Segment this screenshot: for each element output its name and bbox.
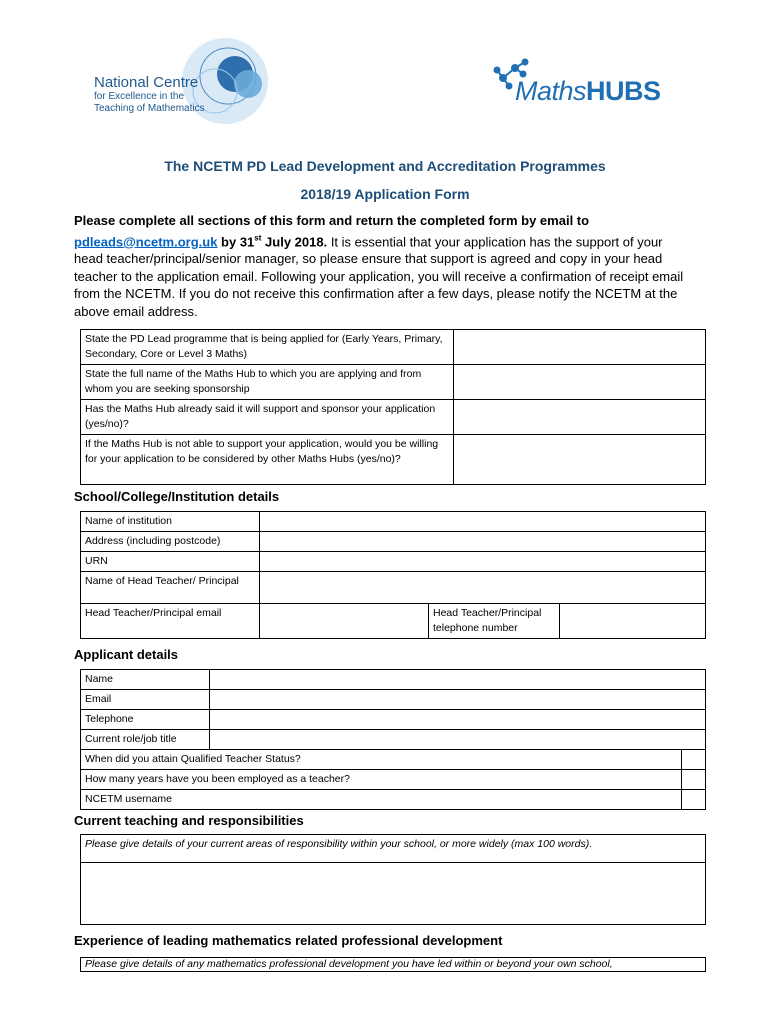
role-label: Current role/job title: [81, 730, 210, 750]
intro-body: It is essential that your application has the support of your head teacher/principal/senior manager, so please ensure that support is agreed and copy in your head teacher to the application email. Following your application, you will receive a confirmation of receipt email from the NCETM. If you do not receive this confirmation after a few days, please notify the NCETM at the above email address.: [74, 233, 684, 319]
deadline-post: July 2018.: [261, 233, 328, 249]
teaching-table: [80, 834, 706, 925]
name-input[interactable]: [210, 670, 706, 690]
qts-input[interactable]: [682, 750, 706, 770]
telephone-label: Telephone: [81, 710, 210, 730]
name-label: Name: [81, 670, 210, 690]
maths-word: Maths: [515, 76, 587, 106]
school-heading: School/College/Institution details: [74, 489, 280, 504]
maths-hub-answer[interactable]: [454, 365, 706, 400]
institution-label: Name of institution: [81, 512, 260, 532]
urn-label: URN: [81, 552, 260, 572]
ncetm-logo-text: [94, 74, 205, 115]
intro-lead: Please complete all sections of this form and return the completed form by email to: [74, 213, 590, 228]
ncetm-logo-line1: National Centre: [94, 74, 199, 91]
experience-prompt: Please give details of any mathematics professional development you have led within or beyond your own school,: [81, 958, 706, 972]
school-table: [80, 511, 706, 639]
page-subtitle: 2018/19 Application Form: [300, 186, 470, 202]
years-label: How many years have you been employed as a teacher?: [81, 770, 682, 790]
mathshubs-logo: [493, 58, 693, 108]
email-input[interactable]: [210, 690, 706, 710]
applicant-heading: Applicant details: [74, 647, 179, 662]
telephone-input[interactable]: [210, 710, 706, 730]
programme-answer[interactable]: [454, 330, 706, 365]
address-label: Address (including postcode): [81, 532, 260, 552]
head-email-input[interactable]: [260, 604, 429, 639]
page-title: The NCETM PD Lead Development and Accreditation Programmes: [164, 158, 606, 174]
head-phone-input[interactable]: [560, 604, 706, 639]
experience-table: [80, 957, 706, 972]
programme-table: [80, 329, 706, 485]
mathshubs-logo-text: [515, 76, 661, 107]
deadline-sup: st: [254, 233, 262, 243]
deadline-pre: by 31: [217, 233, 255, 249]
ncetm-logo: [90, 36, 290, 126]
ncetm-logo-line2: for Excellence in the: [94, 91, 185, 102]
email-link[interactable]: pdleads@ncetm.org.uk: [74, 233, 218, 249]
support-question: Has the Maths Hub already said it will support and sponsor your application (yes/no)?: [81, 400, 454, 435]
address-input[interactable]: [260, 532, 706, 552]
email-label: Email: [81, 690, 210, 710]
head-email-label: Head Teacher/Principal email: [81, 604, 260, 639]
institution-input[interactable]: [260, 512, 706, 532]
username-label: NCETM username: [81, 790, 682, 810]
username-input[interactable]: [682, 790, 706, 810]
experience-heading: Experience of leading mathematics related professional development: [74, 933, 503, 948]
maths-hub-question: State the full name of the Maths Hub to which you are applying and from whom you are seeking sponsorship: [81, 365, 454, 400]
urn-input[interactable]: [260, 552, 706, 572]
programme-question: State the PD Lead programme that is being applied for (Early Years, Primary, Secondary, Core or Level 3 Maths): [81, 330, 454, 365]
role-input[interactable]: [210, 730, 706, 750]
other-hubs-question: If the Maths Hub is not able to support your application, would you be willing for your application to be considered by other Maths Hubs (yes/no)?: [81, 435, 454, 485]
applicant-table: [80, 669, 706, 810]
intro-paragraph: [74, 212, 694, 320]
ncetm-logo-line3: Teaching of Mathematics: [94, 103, 205, 114]
teaching-prompt: Please give details of your current areas of responsibility within your school, or more widely (max 100 words).: [81, 835, 706, 863]
teaching-heading: Current teaching and responsibilities: [74, 813, 304, 828]
hubs-word: HUBS: [586, 76, 661, 106]
head-phone-label: Head Teacher/Principal telephone number: [429, 604, 560, 639]
teaching-input[interactable]: [81, 863, 706, 925]
other-hubs-answer[interactable]: [454, 435, 706, 485]
head-teacher-label: Name of Head Teacher/ Principal: [81, 572, 260, 604]
head-teacher-input[interactable]: [260, 572, 706, 604]
support-answer[interactable]: [454, 400, 706, 435]
qts-label: When did you attain Qualified Teacher Status?: [81, 750, 682, 770]
years-input[interactable]: [682, 770, 706, 790]
